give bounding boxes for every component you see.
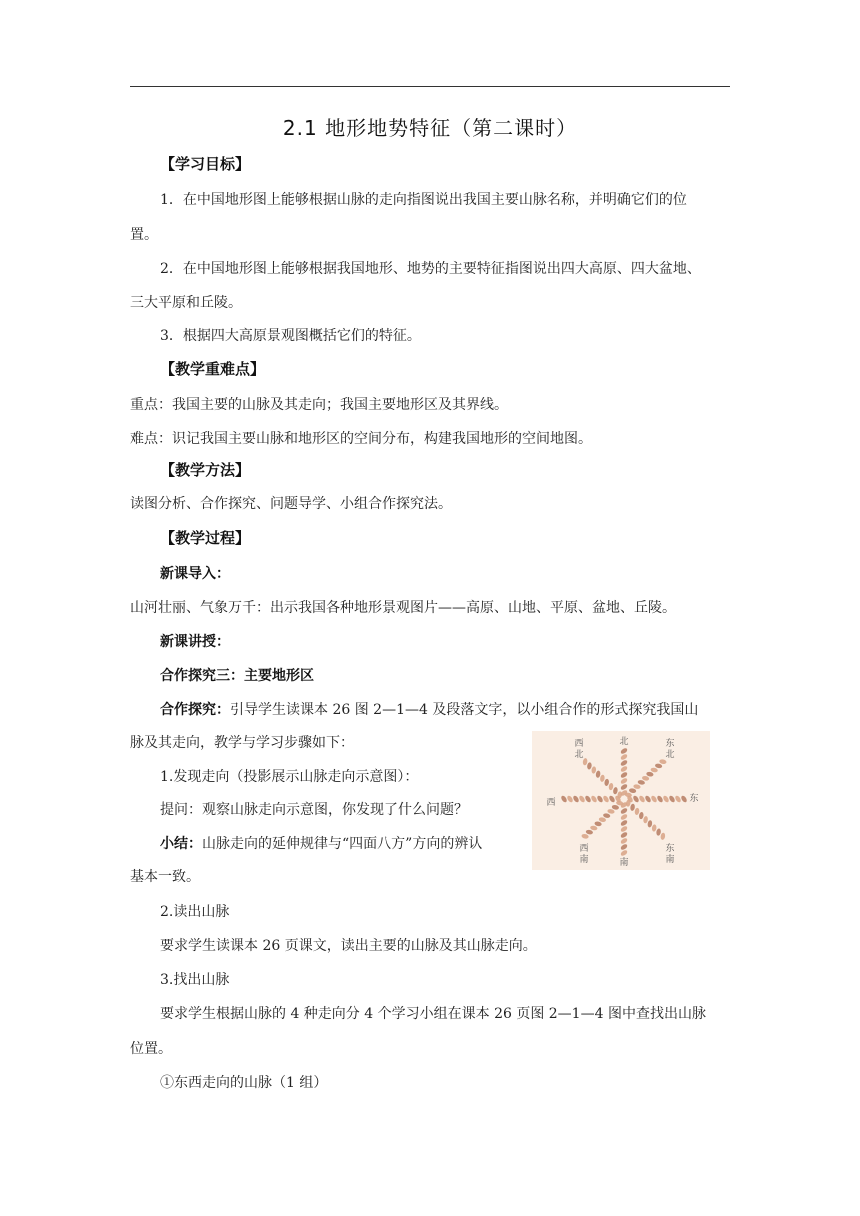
ridge-southwest-segment <box>611 804 619 810</box>
ridge-northwest-segment <box>608 783 613 791</box>
label-east: 东 <box>689 794 699 804</box>
mountain-direction-diagram <box>532 731 710 870</box>
ridge-northwest-segment <box>587 762 592 770</box>
ridge-south-segment <box>620 819 628 827</box>
ridge-southeast-segment <box>630 803 635 811</box>
step-3: 3.找出山脉 <box>160 972 230 988</box>
label-west: 西 <box>546 798 556 808</box>
ridge-northeast-segment <box>642 775 650 781</box>
ridge-north-segment <box>620 759 628 767</box>
ridge-east-segment <box>650 795 658 803</box>
ridge-northwest-segment <box>591 766 596 774</box>
ridge-west-segment <box>566 795 574 803</box>
diagram-canvas <box>532 731 710 870</box>
label-south: 南 <box>619 858 629 868</box>
ridge-east-segment <box>668 795 676 803</box>
intro-text: 山河壮丽、气象万千：出示我国各种地形景观图片——高原、山地、平原、盆地、丘陵。 <box>130 600 676 616</box>
intro-label: 新课导入： <box>160 566 230 582</box>
methods-text: 读图分析、合作探究、问题导学、小组合作探究法。 <box>130 496 452 512</box>
ridge-southeast-segment <box>634 808 639 816</box>
ridge-east-segment <box>644 795 652 803</box>
ridge-west-segment <box>572 795 580 803</box>
ridge-south-segment <box>620 849 628 857</box>
ridge-south-segment <box>620 825 628 833</box>
ridge-south-segment <box>620 813 628 821</box>
question-text: 提问：观察山脉走向示意图，你发现了什么问题？ <box>160 802 468 818</box>
ridge-west-segment <box>602 795 610 803</box>
ridge-west-segment <box>608 795 616 803</box>
ridge-southwest-segment <box>581 833 589 839</box>
step-2-text: 要求学生读课本 26 页课文，读出主要的山脉及其山脉走向。 <box>160 938 537 954</box>
methods-heading: 【教学方法】 <box>160 461 251 479</box>
ridge-south-segment <box>620 837 628 845</box>
summary-line-1 <box>160 834 482 854</box>
ridge-north-segment <box>620 783 628 791</box>
label-southeast-1: 东 <box>665 844 675 854</box>
ridge-east-segment <box>662 795 670 803</box>
page-title: 2.1 地形地势特征（第二课时） <box>282 116 578 140</box>
ridge-east-segment <box>680 795 688 803</box>
focus-text: 重点：我国主要的山脉及其走向；我国主要地形区及其界线。 <box>130 397 508 413</box>
difficulty-text: 难点：识记我国主要山脉和地形区的空间分布，构建我国地形的空间地图。 <box>130 431 592 447</box>
lecture-label: 新课讲授： <box>160 634 230 650</box>
ridge-northwest-segment <box>600 774 605 782</box>
ridge-north-segment <box>620 765 628 773</box>
objective-1-line-2: 置。 <box>130 227 158 243</box>
key-points-heading: 【教学重难点】 <box>160 360 266 378</box>
ridge-east-segment <box>674 795 682 803</box>
ridge-east-segment <box>638 795 646 803</box>
ridge-group <box>560 747 688 857</box>
objective-2-line-2: 三大平原和丘陵。 <box>130 295 242 311</box>
step-2: 2.读出山脉 <box>160 904 230 920</box>
ridge-west-segment <box>560 795 568 803</box>
ridge-southwest-segment <box>585 829 593 835</box>
ridge-northeast-segment <box>655 763 663 769</box>
ridge-east-segment <box>632 795 640 803</box>
ridge-southwest-segment <box>590 825 598 831</box>
ridge-southeast-segment <box>643 816 648 824</box>
ridge-northeast-segment <box>637 780 645 786</box>
ridge-southwest-segment <box>607 809 615 815</box>
ridge-northwest-segment <box>613 787 618 795</box>
summary-text-1: 山脉走向的延伸规律与“四面八方”方向的辨认 <box>202 836 483 852</box>
step-1: 1.发现走向（投影展示山脉走向示意图）： <box>160 769 419 785</box>
ridge-north-segment <box>620 747 628 755</box>
ridge-north-segment <box>620 777 628 785</box>
objective-3: 3．根据四大高原景观图概括它们的特征。 <box>160 328 421 344</box>
ridge-west-segment <box>590 795 598 803</box>
label-northwest-1: 西 <box>574 739 584 749</box>
ridge-southeast-segment <box>660 832 665 840</box>
objective-2-line-1: 2．在中国地形图上能够根据我国地形、地势的主要特征指图说出四大高原、四大盆地、 <box>160 261 701 277</box>
step-3-line-2: 位置。 <box>130 1041 172 1057</box>
ridge-west-segment <box>584 795 592 803</box>
ridge-northeast-segment <box>650 767 658 773</box>
ridge-south-segment <box>620 831 628 839</box>
label-northeast-2: 北 <box>665 750 675 760</box>
coop-text-1: 引导学生读课本 26 图 2—1—4 及段落文字，以小组合作的形式探究我国山 <box>230 702 699 718</box>
label-southwest-1: 西 <box>579 844 589 854</box>
ridge-southeast-segment <box>656 828 661 836</box>
label-southwest-2: 南 <box>579 855 589 865</box>
ridge-southeast-segment <box>651 824 656 832</box>
ridge-northeast-segment <box>629 788 637 794</box>
label-north: 北 <box>619 737 629 747</box>
summary-label: 小结： <box>160 836 202 852</box>
label-northeast-1: 东 <box>665 739 675 749</box>
objective-1-line-1: 1．在中国地形图上能够根据山脉的走向指图说出我国主要山脉名称，并明确它们的位 <box>160 192 687 208</box>
ridge-southwest-segment <box>603 813 611 819</box>
ridge-southeast-segment <box>639 812 644 820</box>
ridge-northeast-segment <box>646 771 654 777</box>
ridge-northwest-segment <box>595 770 600 778</box>
coop-paragraph-line-2: 脉及其走向，教学与学习步骤如下： <box>130 735 354 751</box>
ridge-south-segment <box>620 807 628 815</box>
ridge-north-segment <box>620 753 628 761</box>
ridge-south-segment <box>620 843 628 851</box>
label-southeast-2: 南 <box>665 855 675 865</box>
ridge-northwest-segment <box>604 779 609 787</box>
label-northwest-2: 北 <box>574 750 584 760</box>
step-3-line-1: 要求学生根据山脉的 4 种走向分 4 个学习小组在课本 26 页图 2—1—4 图中查找出山脉 <box>160 1006 706 1022</box>
header-rule <box>130 86 730 87</box>
ridge-southwest-segment <box>594 821 602 827</box>
group-1: ①东西走向的山脉（1 组） <box>160 1075 328 1091</box>
ridge-west-segment <box>596 795 604 803</box>
ridge-southwest-segment <box>598 817 606 823</box>
coop-paragraph-line-1 <box>160 700 698 720</box>
process-heading: 【教学过程】 <box>160 529 251 547</box>
ridge-southeast-segment <box>647 820 652 828</box>
ridge-northeast-segment <box>633 784 641 790</box>
objectives-heading: 【学习目标】 <box>160 155 251 173</box>
summary-line-2: 基本一致。 <box>130 869 200 885</box>
section-title: 合作探究三：主要地形区 <box>160 668 314 684</box>
ridge-west-segment <box>578 795 586 803</box>
coop-label: 合作探究： <box>160 702 230 718</box>
ridge-east-segment <box>656 795 664 803</box>
ridge-north-segment <box>620 771 628 779</box>
